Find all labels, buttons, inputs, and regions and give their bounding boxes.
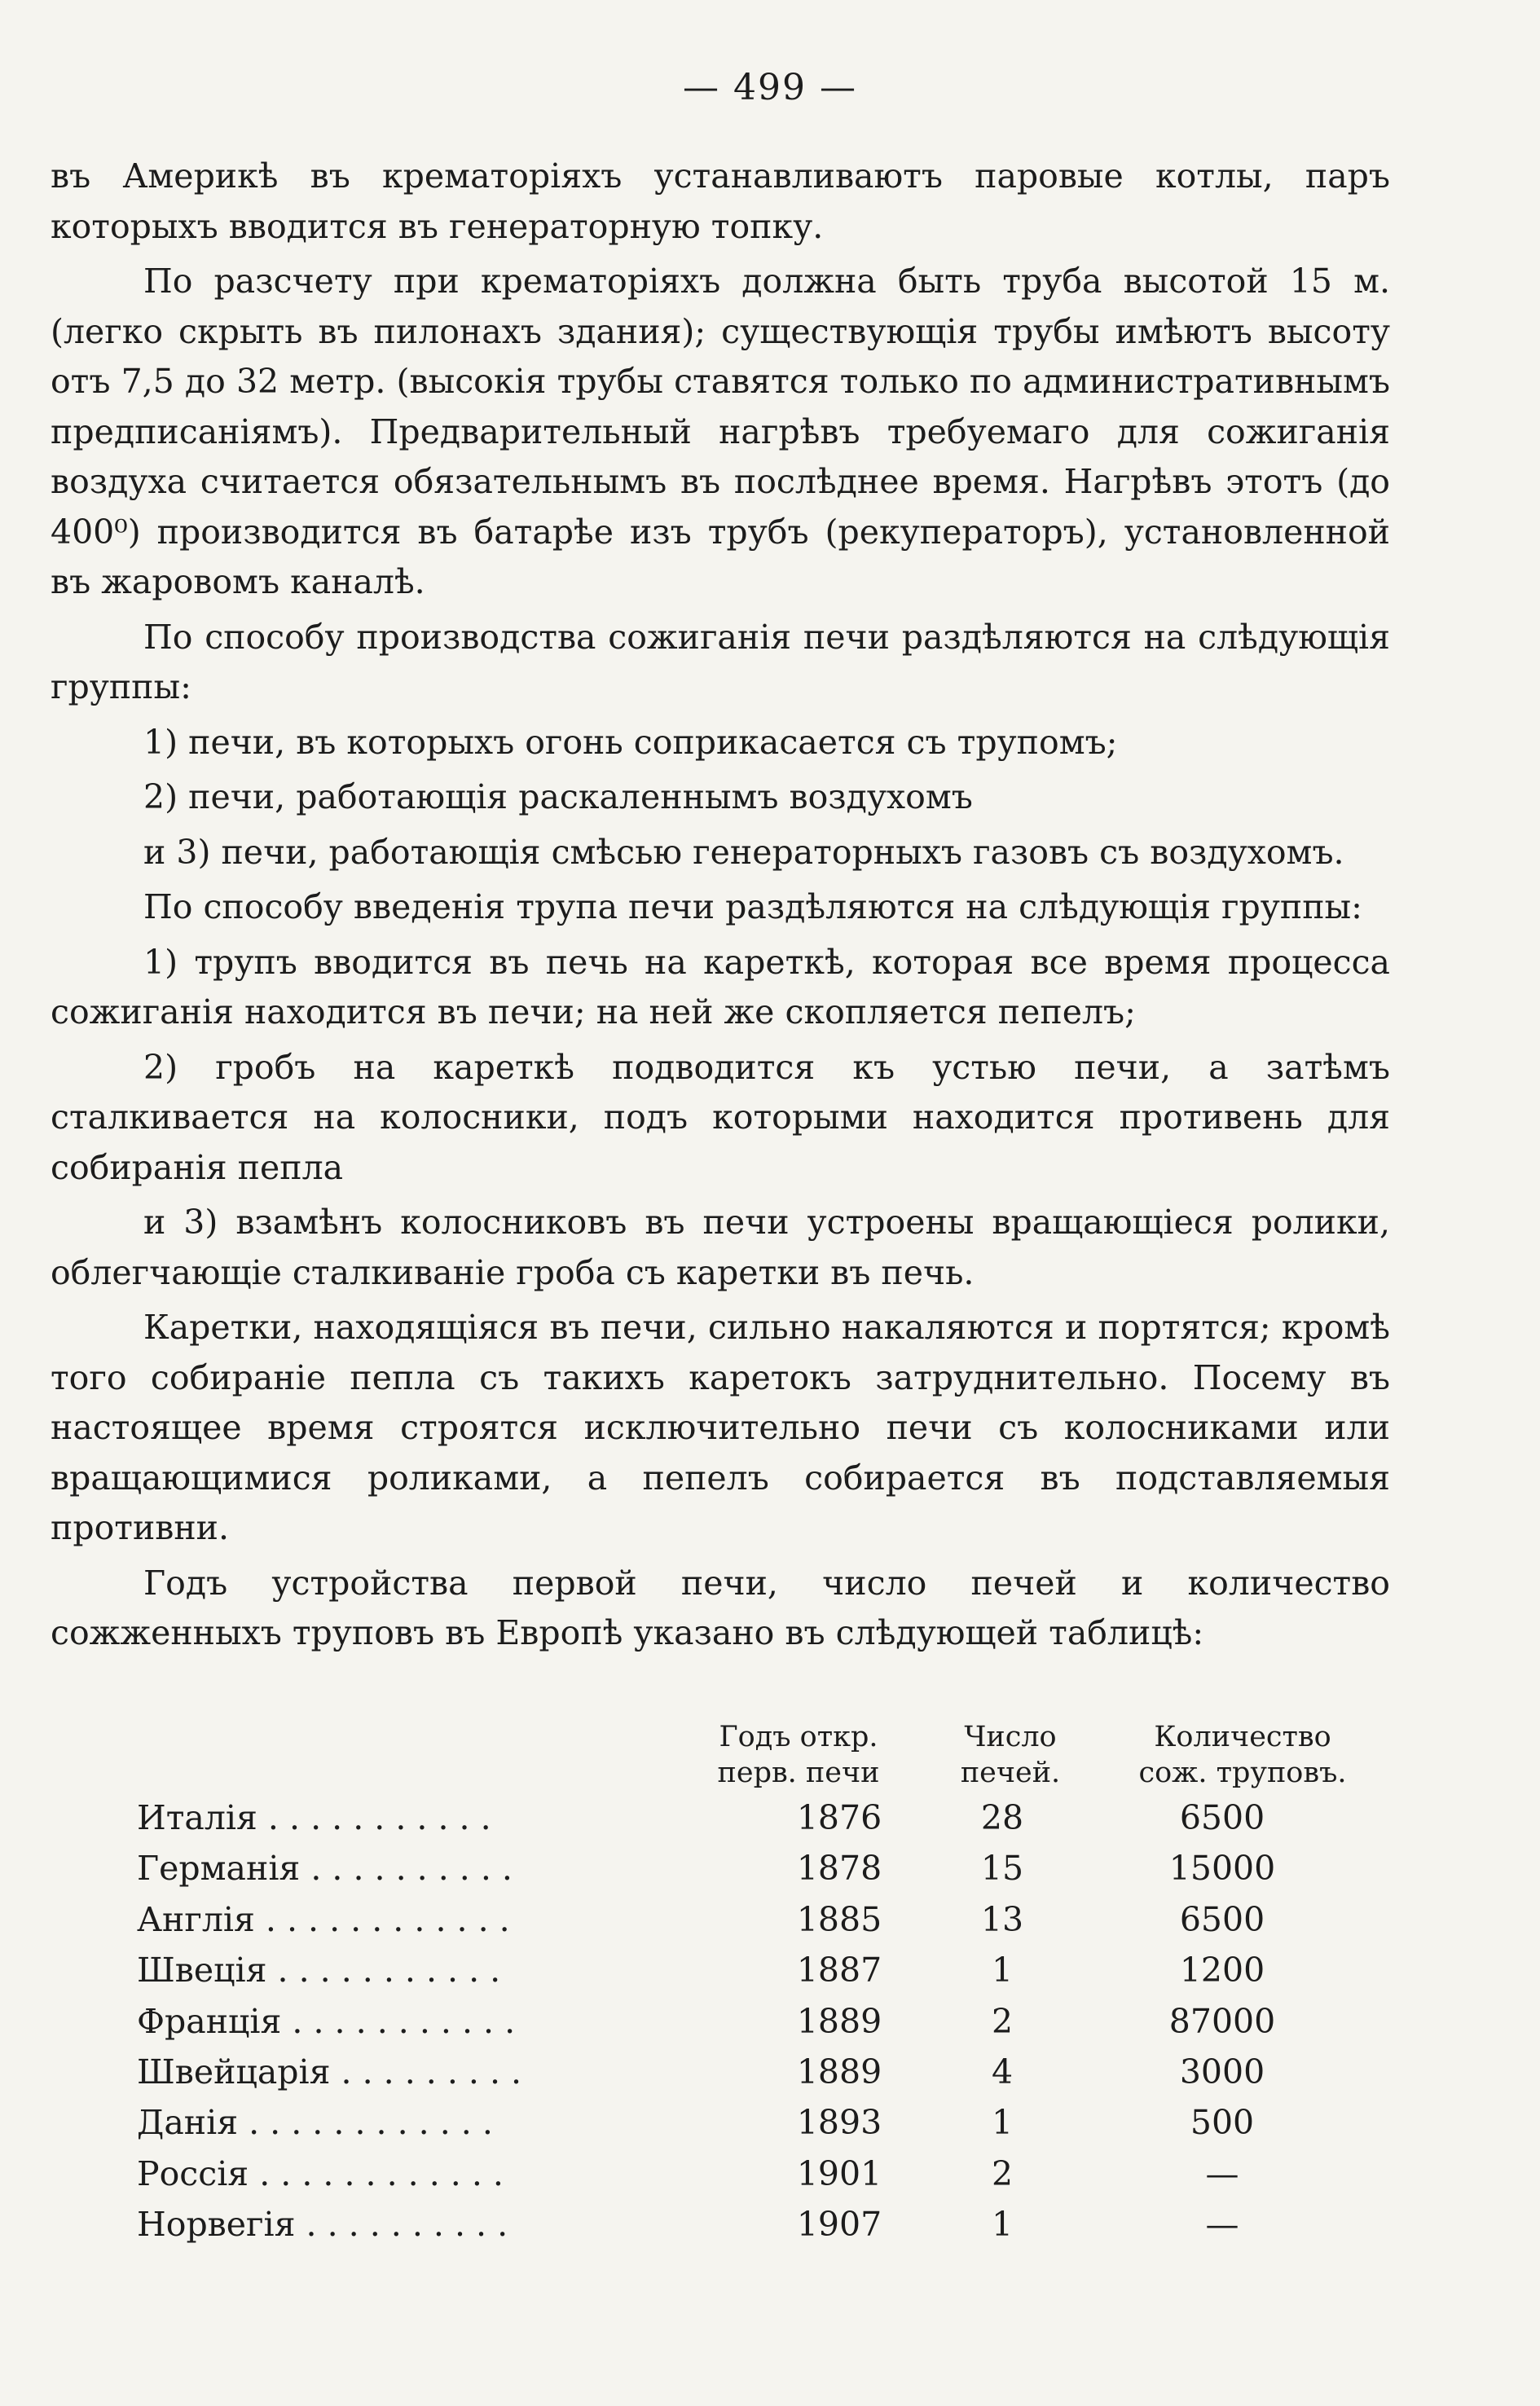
paragraph: 1) трупъ вводится въ печь на кареткѣ, которая все время процесса сожиганія находится въ печи; на ней же скопляется пепелъ;	[51, 942, 1390, 1031]
quantity-cell: 1200	[1179, 1951, 1265, 1990]
paragraph: Каретки, находящіяся въ печи, сильно накаляются и портятся; кромѣ того собираніе пепла съ такихъ каретокъ затруднительно. Посему въ настоящее время строятся исключительно печи съ колосниками или вращающимися роликами, а пепелъ собирается въ подставляемыя противни.	[51, 1308, 1390, 1547]
count-cell: 15	[980, 1849, 1024, 1889]
header-qty-line2: сож. труповъ.	[1138, 1757, 1347, 1789]
table-row	[0, 2097, 1540, 2148]
year-cell: 1876	[796, 1798, 882, 1837]
year-cell: 1885	[796, 1899, 882, 1939]
country-cell: Норвегія . . . . . . . . . .	[137, 2205, 508, 2245]
count-cell: 1	[991, 2103, 1014, 2143]
paragraph: 2) гробъ на кареткѣ подводится къ устью печи, а затѣмъ сталкивается на колосники, подъ которыми находится противень для собиранія пепла	[51, 1047, 1390, 1187]
header-qty-line1: Количество	[1154, 1721, 1331, 1753]
table-row	[0, 1894, 1540, 1945]
paragraph: и 3) взамѣнъ колосниковъ въ печи устроены вращающіеся ролики, облегчающіе сталкиваніе гроба съ каретки въ печь.	[51, 1203, 1390, 1292]
header-count	[937, 1719, 1084, 1791]
country-cell: Россія . . . . . . . . . . . .	[137, 2153, 504, 2193]
quantity-cell: 6500	[1179, 1798, 1265, 1837]
country-cell: Данія . . . . . . . . . . . .	[137, 2103, 493, 2143]
header-count-line2: печей.	[960, 1757, 1061, 1789]
paragraph: 2) печи, работающія раскаленнымъ воздухомъ	[143, 777, 973, 816]
table-row	[0, 1996, 1540, 2047]
header-quantity	[1108, 1719, 1377, 1791]
country-cell: Франція . . . . . . . . . . .	[137, 2001, 516, 2041]
header-year	[693, 1719, 904, 1791]
year-cell: 1901	[796, 2153, 882, 2193]
country-cell: Германія . . . . . . . . . .	[137, 1849, 513, 1889]
year-cell: 1887	[796, 1951, 882, 1990]
country-cell: Англія . . . . . . . . . . . .	[137, 1899, 510, 1939]
count-cell: 13	[980, 1899, 1024, 1939]
paragraph: По способу введенія трупа печи раздѣляются на слѣдующія группы:	[143, 887, 1362, 926]
count-cell: 4	[991, 2052, 1014, 2092]
table-row	[0, 1843, 1540, 1894]
quantity-cell: 6500	[1179, 1899, 1265, 1939]
table-row	[0, 2047, 1540, 2097]
paragraph: и 3) печи, работающія смѣсью генераторныхъ газовъ съ воздухомъ.	[143, 832, 1344, 872]
header-year-line1: Годъ откр.	[719, 1721, 878, 1753]
paragraph: въ Америкѣ въ крематоріяхъ устанавливаютъ паровые котлы, паръ которыхъ вводится въ генераторную топку.	[51, 156, 1390, 246]
quantity-cell: 87000	[1168, 2001, 1276, 2041]
quantity-cell: 3000	[1179, 2052, 1265, 2092]
paragraph: По способу производства сожиганія печи раздѣляются на слѣдующія группы:	[51, 617, 1390, 706]
table-row	[0, 2149, 1540, 2199]
body-text	[51, 152, 1390, 1659]
year-cell: 1907	[796, 2205, 882, 2245]
table-row	[0, 1792, 1540, 1843]
page-number: — 499 —	[683, 67, 857, 108]
paragraph: Годъ устройства первой печи, число печей и количество сожженныхъ труповъ въ Европѣ указано въ слѣдующей таблицѣ:	[51, 1563, 1390, 1652]
table-row	[0, 1945, 1540, 1995]
count-cell: 1	[991, 2205, 1014, 2245]
paragraph: 1) печи, въ которыхъ огонь соприкасается съ трупомъ;	[143, 722, 1118, 762]
year-cell: 1889	[796, 2001, 882, 2041]
count-cell: 2	[991, 2153, 1014, 2193]
table-row	[0, 2199, 1540, 2250]
count-cell: 2	[991, 2001, 1014, 2041]
country-cell: Швейцарія . . . . . . . . .	[137, 2052, 522, 2092]
paragraph: По разсчету при крематоріяхъ должна быть труба высотой 15 м. (легко скрыть въ пилонахъ здания); существующія трубы имѣютъ высоту отъ 7,5 до 32 метр. (высокія трубы ставятся только по административнымъ предписаніямъ). Предварительный нагрѣвъ требуемаго для сожиганія воздуха считается обязательнымъ въ послѣднее время. Нагрѣвъ этотъ (до 400⁰) производится въ батарѣе изъ трубъ (рекуператоръ), установленной въ жаровомъ каналѣ.	[51, 262, 1390, 601]
quantity-cell: 15000	[1168, 1849, 1276, 1889]
quantity-cell: —	[1205, 2153, 1239, 2193]
quantity-cell: 500	[1190, 2103, 1255, 2143]
country-cell: Италія . . . . . . . . . . .	[137, 1798, 491, 1837]
year-cell: 1878	[796, 1849, 882, 1889]
country-cell: Швеція . . . . . . . . . . .	[137, 1951, 501, 1990]
header-count-line1: Число	[964, 1721, 1057, 1753]
year-cell: 1893	[796, 2103, 882, 2143]
count-cell: 1	[991, 1951, 1014, 1990]
quantity-cell: —	[1205, 2205, 1239, 2245]
year-cell: 1889	[796, 2052, 882, 2092]
header-year-line2: перв. печи	[717, 1757, 880, 1789]
count-cell: 28	[980, 1798, 1024, 1837]
